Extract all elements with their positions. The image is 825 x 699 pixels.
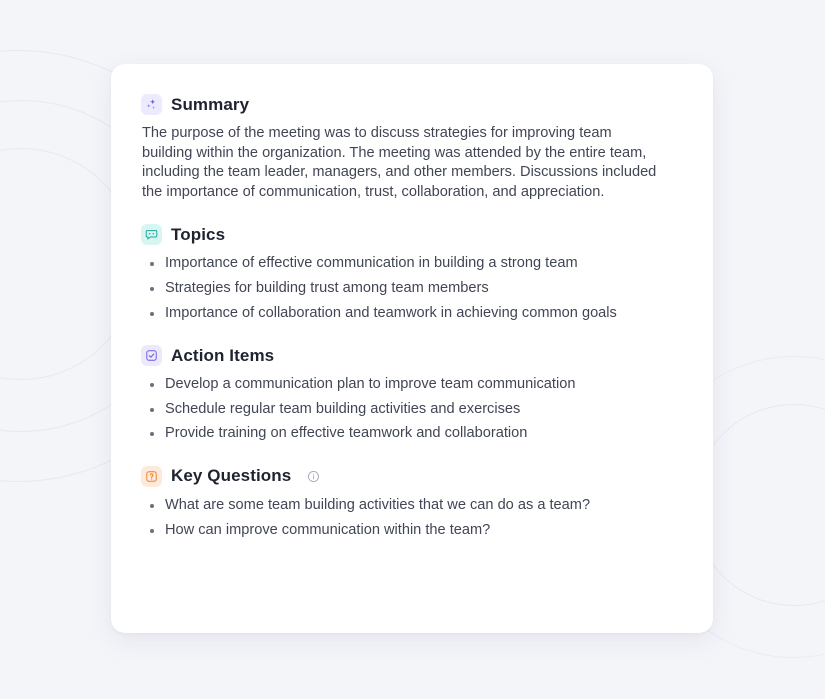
list-item: Develop a communication plan to improve team communication xyxy=(141,375,681,395)
section-action-items xyxy=(141,345,681,444)
section-title: Key Questions xyxy=(171,466,292,486)
question-badge-icon xyxy=(141,466,162,487)
section-header-topics xyxy=(141,224,681,245)
info-icon[interactable] xyxy=(307,470,320,483)
list-item: How can improve communication within the team? xyxy=(141,521,681,541)
section-header-summary xyxy=(141,94,681,115)
section-title: Action Items xyxy=(171,345,275,365)
meeting-notes-card xyxy=(111,64,713,633)
section-header-action-items xyxy=(141,345,681,366)
action-items-list xyxy=(141,375,681,444)
section-title: Summary xyxy=(171,94,250,114)
summary-paragraph: The purpose of the meeting was to discuss strategies for improving team building within the organization. The meeting was attended by the entire team, including the team leader, managers, and other members. Discussions included the importance of communication, trust, collaboration, and appreciation. xyxy=(142,125,657,200)
list-item: Importance of collaboration and teamwork in achieving common goals xyxy=(141,304,681,324)
key-questions-list xyxy=(141,496,681,540)
list-item: What are some team building activities that we can do as a team? xyxy=(141,496,681,516)
section-header-key-questions xyxy=(141,466,681,487)
section-topics xyxy=(141,224,681,323)
checklist-icon xyxy=(141,345,162,366)
topics-list xyxy=(141,254,681,323)
chat-bubble-icon xyxy=(141,224,162,245)
list-item: Schedule regular team building activities and exercises xyxy=(141,400,681,420)
section-key-questions xyxy=(141,466,681,540)
sparkle-icon xyxy=(141,94,162,115)
section-title: Topics xyxy=(171,224,226,244)
section-summary xyxy=(141,94,681,202)
list-item: Provide training on effective teamwork and collaboration xyxy=(141,424,681,444)
list-item: Strategies for building trust among team members xyxy=(141,279,681,299)
list-item: Importance of effective communication in building a strong team xyxy=(141,254,681,274)
